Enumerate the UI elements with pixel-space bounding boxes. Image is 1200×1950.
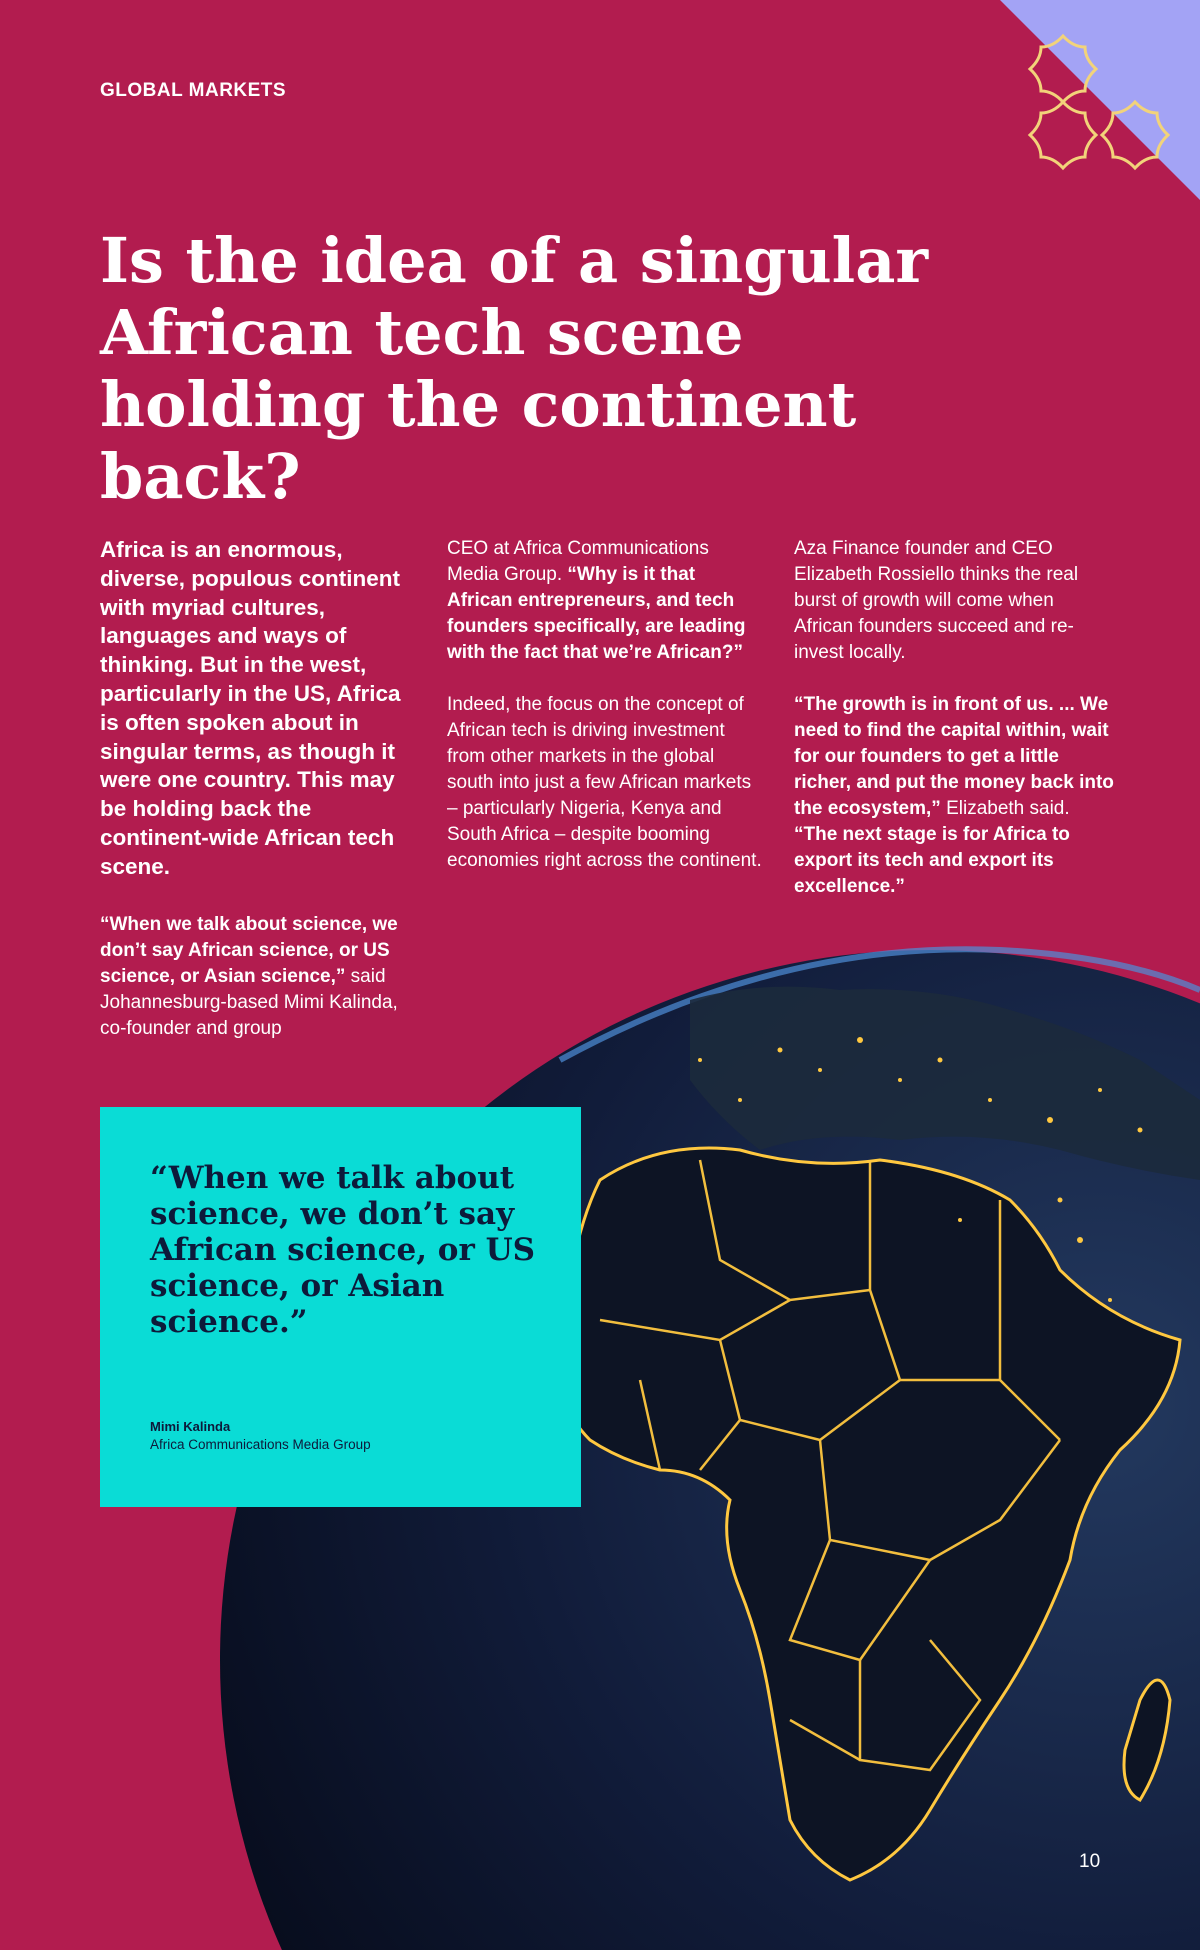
column2-paragraph-1	[447, 536, 765, 666]
article-headline: Is the idea of a singular African tech scene holding the continent back?	[100, 224, 929, 513]
section-label: GLOBAL MARKETS	[100, 80, 287, 101]
quote-attribution: said Johannesburg-based Mimi Kalinda, co-founder and group	[100, 965, 398, 1039]
quote-bold: “When we talk about science, we don’t say African science, or US science, or Asian science,”	[100, 913, 398, 987]
article-column-1	[100, 536, 418, 1042]
pull-quote-text: “When we talk about science, we don’t say African science, or US science, or Asian science.”	[150, 1160, 536, 1340]
column2-quote-bold: “Why is it that African entrepreneurs, and tech founders specifically, are leading with the fact that we’re African?”	[447, 564, 746, 663]
column2-intro: CEO at Africa Communications Media Group.	[447, 538, 709, 585]
column3-plain: Elizabeth said.	[940, 798, 1070, 819]
article-lead: Africa is an enormous, diverse, populous continent with myriad cultures, languages and ways of thinking. But in the west, particularly in the US, Africa is often spoken about in singular terms, as though it were one country. This may be holding back the continent-wide African tech scene.	[100, 537, 401, 879]
column3-quote-bold-a: “The growth is in front of us. ... We need to find the capital within, wait for our founders to get a little richer, and put the money back into the ecosystem,”	[794, 694, 1114, 819]
column3-paragraph-2	[794, 692, 1114, 900]
pull-quote-name: Mimi Kalinda	[150, 1419, 231, 1434]
article-column-3	[794, 536, 1114, 900]
column2-paragraph-2: Indeed, the focus on the concept of African tech is driving investment from other markets in the global south into just a few African markets – particularly Nigeria, Kenya and South Africa – despite booming economies right across the continent.	[447, 694, 762, 871]
column3-paragraph-1: Aza Finance founder and CEO Elizabeth Rossiello thinks the real burst of growth will come when African founders succeed and re-invest locally.	[794, 538, 1079, 663]
column3-quote-bold-b: “The next stage is for Africa to export its tech and export its excellence.”	[794, 824, 1070, 897]
page-number: 10	[1079, 1851, 1101, 1872]
column1-paragraph	[100, 912, 418, 1042]
pull-quote-organization: Africa Communications Media Group	[150, 1437, 371, 1452]
article-column-2	[447, 536, 765, 874]
pull-quote-box	[100, 1107, 581, 1507]
